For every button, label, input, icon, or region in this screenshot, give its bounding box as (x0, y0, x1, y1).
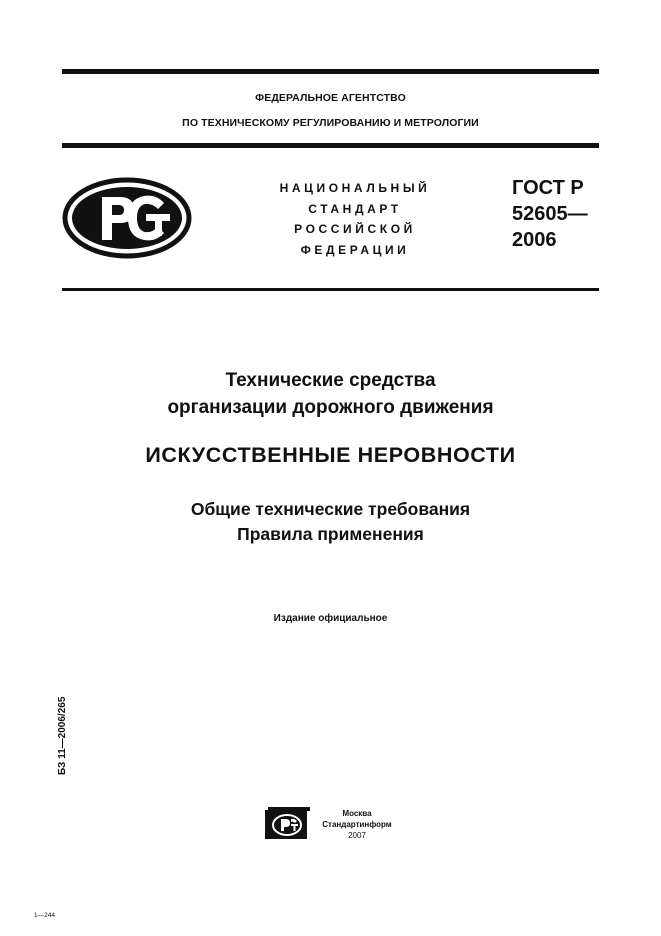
edition-label: Издание официальное (273, 613, 388, 624)
publisher-year: 2007 (348, 831, 366, 840)
subtitle-line-1: Общие технические требования (190, 499, 471, 519)
gost-line-1: ГОСТ Р (512, 177, 584, 199)
document-subtitle (62, 497, 599, 547)
rst-certification-mark-icon (62, 177, 192, 259)
gost-line-2: 52605— (512, 203, 588, 225)
agency-line-2: ПО ТЕХНИЧЕСКОМУ РЕГУЛИРОВАНИЮ И МЕТРОЛОГИИ (182, 117, 479, 129)
publisher-info (312, 808, 402, 841)
national-standard-label (245, 178, 465, 260)
document-title-caps: ИСКУССТВЕННЫЕ НЕРОВНОСТИ (145, 443, 516, 467)
gost-line-3: 2006 (512, 229, 557, 251)
national-line-2: СТАНДАРТ (308, 201, 402, 216)
top-rule (62, 69, 599, 74)
national-line-3: РОССИЙСКОЙ (294, 222, 416, 236)
standard-block-rule (62, 288, 599, 291)
gost-designation (512, 175, 588, 253)
subtitle-line-2: Правила применения (237, 524, 424, 544)
publisher-city: Москва (342, 809, 372, 818)
title-line-2: организации дорожного движения (167, 397, 494, 418)
header-rule (62, 143, 599, 148)
standartinform-logo-icon (264, 806, 310, 840)
national-line-4: ФЕДЕРАЦИИ (300, 242, 410, 257)
title-line-1: Технические средства (225, 370, 436, 391)
side-registration-code: БЗ 11—2006/265 (57, 696, 68, 775)
document-title (62, 367, 599, 421)
print-code: 1—244 (34, 912, 55, 919)
publisher-name: Стандартинформ (322, 820, 392, 829)
agency-line-1: ФЕДЕРАЛЬНОЕ АГЕНТСТВО (255, 92, 406, 104)
national-line-1: НАЦИОНАЛЬНЫЙ (279, 181, 431, 195)
